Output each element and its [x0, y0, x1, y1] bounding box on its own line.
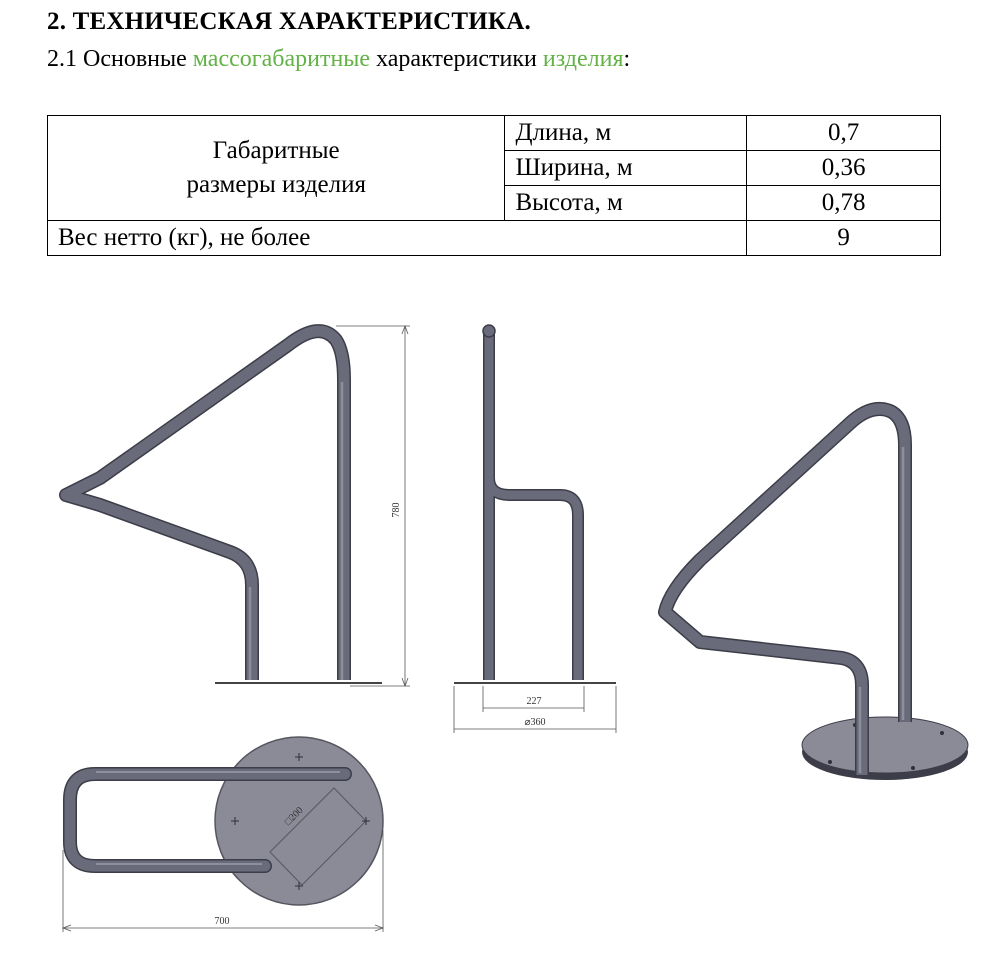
length-label: Длина, м [505, 116, 747, 151]
front-tube [66, 331, 344, 680]
top-base-plate [215, 737, 383, 905]
length-dimension-label: 700 [214, 916, 230, 927]
inner-width-dimension-label: 227 [526, 696, 542, 707]
group-label-line1: Габаритные [212, 137, 340, 164]
base-diameter-dimension-label: ⌀360 [524, 717, 546, 728]
weight-value: 9 [747, 221, 941, 256]
subheading-highlight-mass: массогабаритные [192, 46, 371, 72]
height-label: Высота, м [505, 186, 747, 221]
front-view-drawing [66, 326, 410, 686]
weight-label: Вес нетто (кг), не более [48, 221, 747, 256]
subheading-suffix: : [623, 46, 631, 72]
height-value: 0,78 [747, 186, 941, 221]
side-tube-cap [483, 325, 495, 337]
section-heading: 2. ТЕХНИЧЕСКАЯ ХАРАКТЕРИСТИКА. [47, 8, 531, 35]
width-label: Ширина, м [505, 151, 747, 186]
side-tube-outline [489, 332, 578, 680]
height-dimension-label: 780 [391, 502, 402, 518]
width-value: 0,36 [747, 151, 941, 186]
length-value: 0,7 [747, 116, 941, 151]
side-tube [489, 332, 578, 680]
subheading-prefix: 2.1 Основные [47, 46, 193, 72]
side-view-drawing [454, 325, 616, 733]
iso-base-plate [802, 717, 968, 773]
subheading-highlight-product: изделия [542, 46, 624, 72]
isometric-view-drawing [665, 409, 968, 780]
front-tube-highlight [250, 382, 342, 680]
iso-tube-outline [665, 409, 905, 775]
square-dimension-label: □200 [282, 804, 306, 828]
top-view-drawing [63, 737, 383, 932]
subheading-middle: характеристики [370, 46, 543, 72]
group-label-line2: размеры изделия [186, 171, 366, 198]
